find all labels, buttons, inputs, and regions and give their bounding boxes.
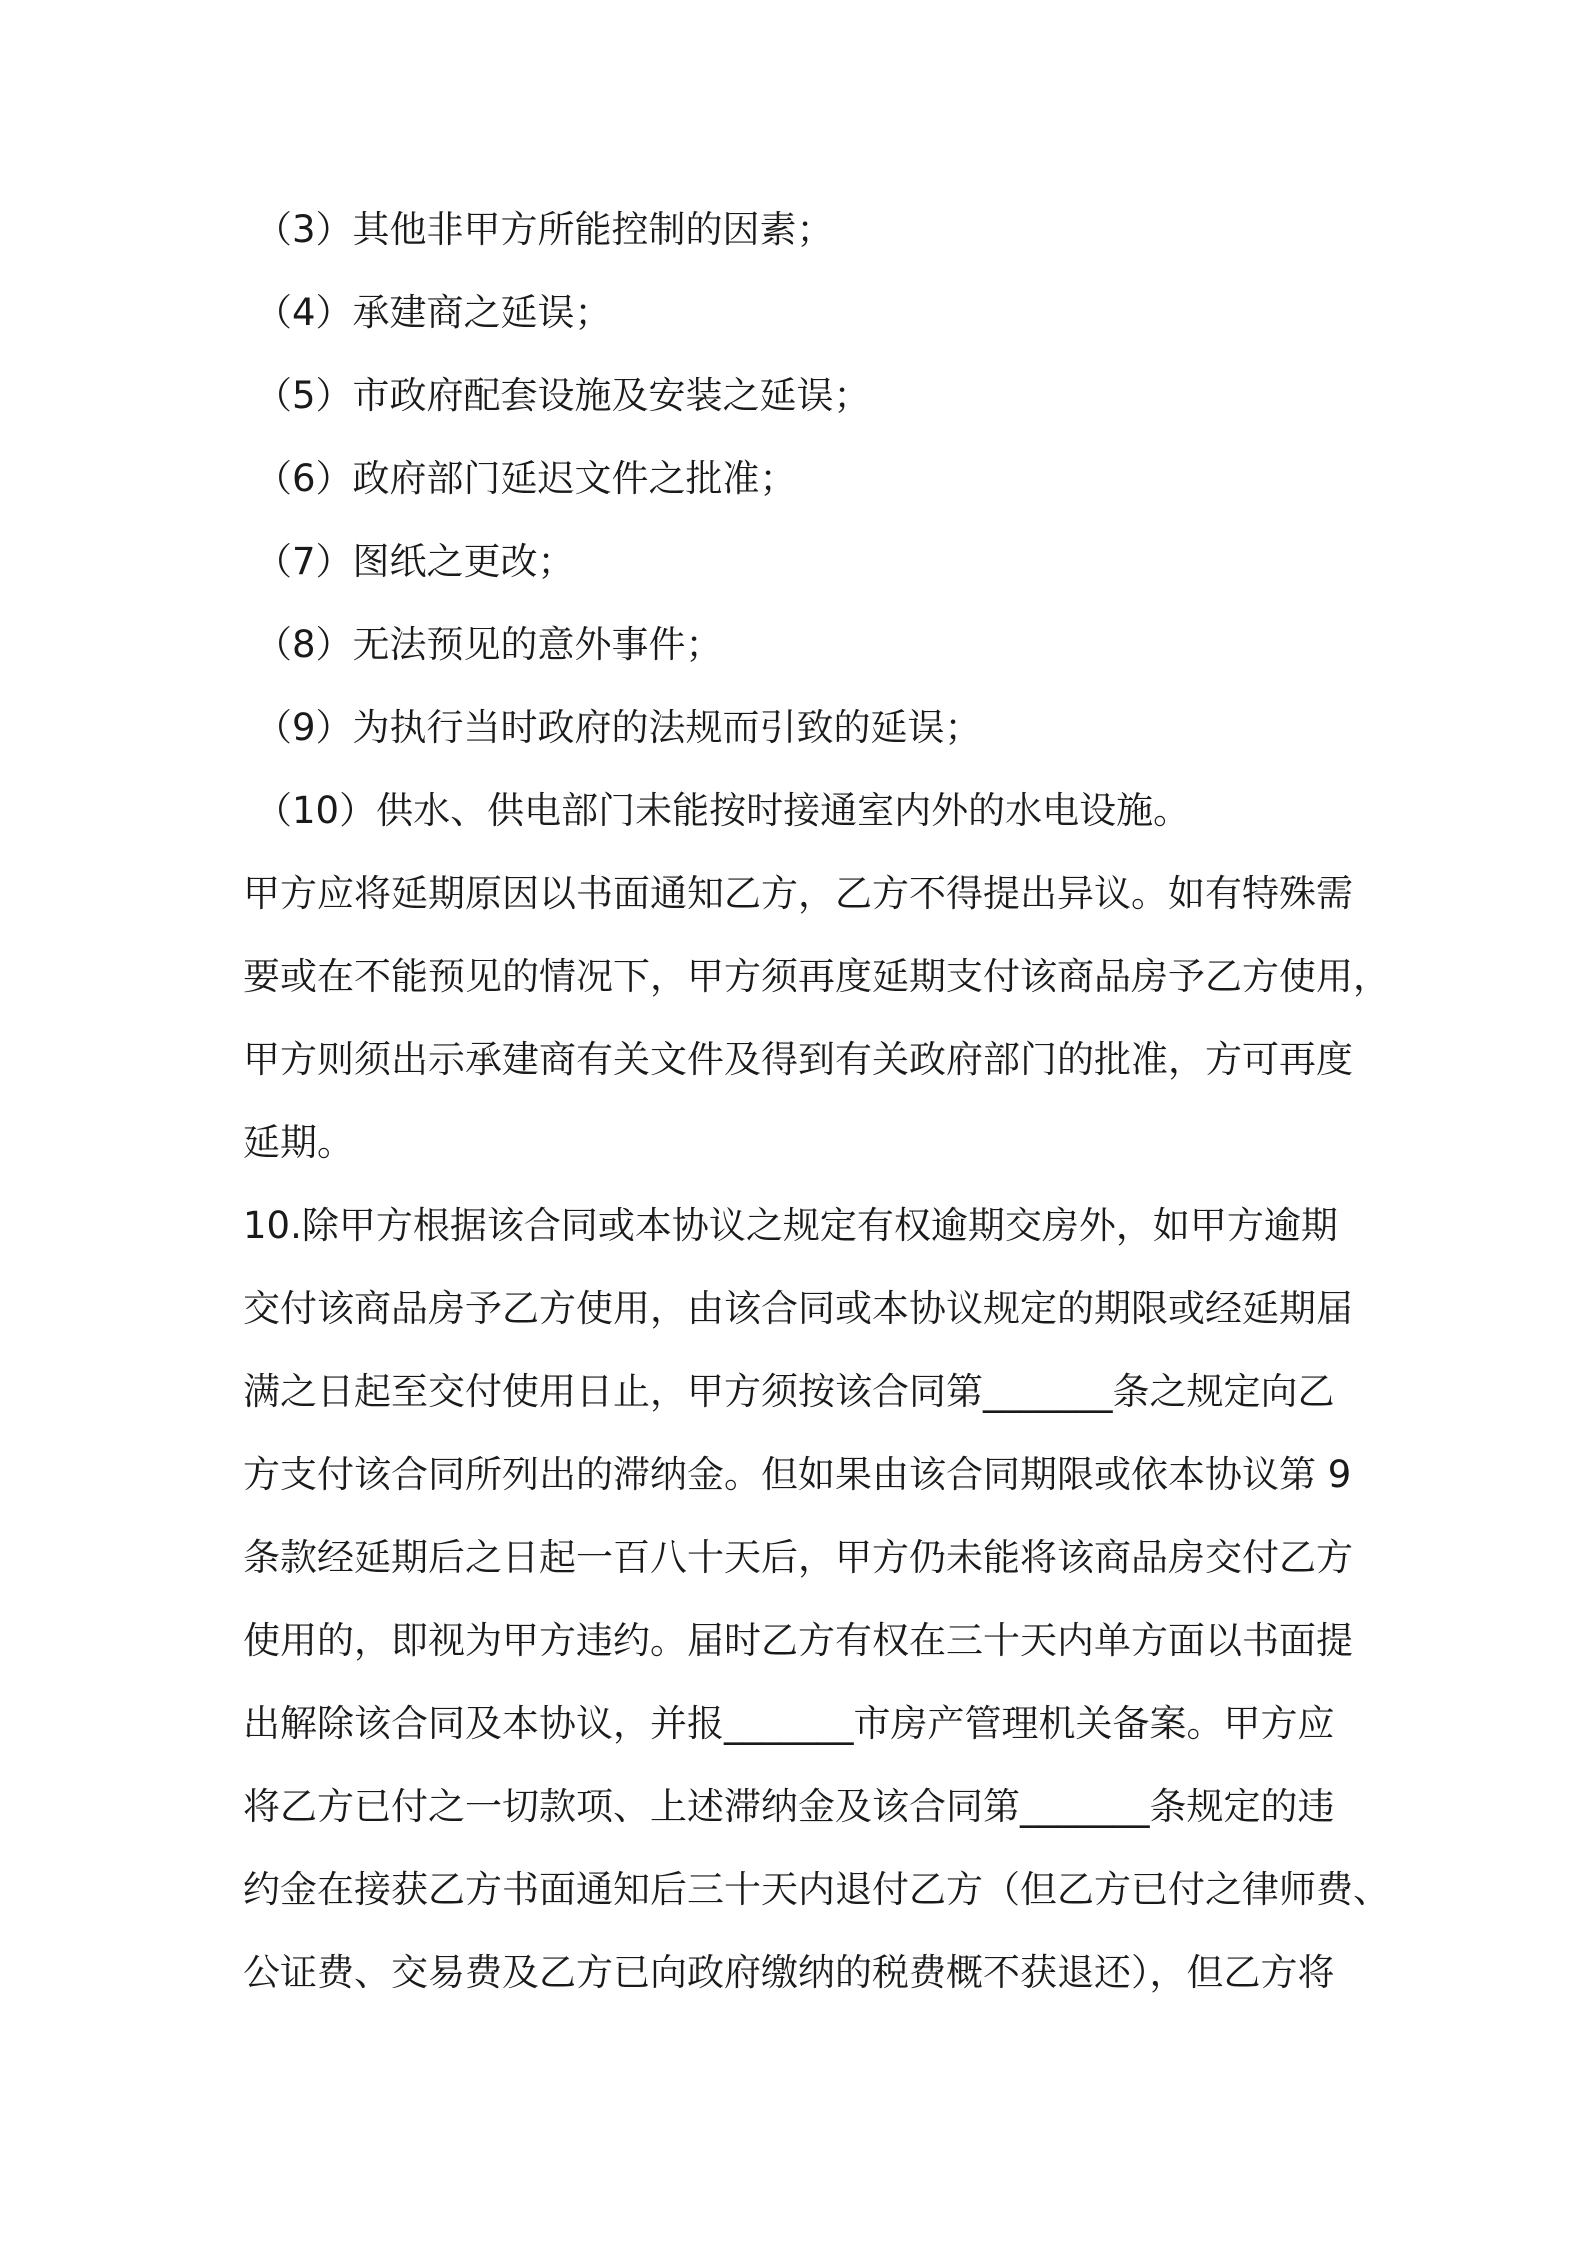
clause-10-line-10: 公证费、交易费及乙方已向政府缴纳的税费概不获退还），但乙方将 bbox=[243, 1951, 1335, 1994]
paragraph-delay-line-1: 甲方应将延期原因以书面通知乙方，乙方不得提出异议。如有特殊需 bbox=[243, 872, 1353, 915]
list-item-8: （8）无法预见的意外事件； bbox=[255, 623, 723, 666]
list-item-3: （3）其他非甲方所能控制的因素； bbox=[255, 208, 834, 251]
clause-10-line-9: 约金在接获乙方书面通知后三十天内退付乙方（但乙方已付之律师费、 bbox=[243, 1868, 1390, 1911]
list-item-10: （10）供水、供电部门未能按时接通室内外的水电设施。 bbox=[255, 789, 1191, 832]
clause-10-line-8: 将乙方已付之一切款项、上述滞纳金及该合同第_______条规定的违 bbox=[243, 1785, 1335, 1828]
clause-10-line-2: 交付该商品房予乙方使用，由该合同或本协议规定的期限或经延期届 bbox=[243, 1287, 1353, 1330]
clause-10-line-5: 条款经延期后之日起一百八十天后，甲方仍未能将该商品房交付乙方 bbox=[243, 1536, 1353, 1579]
paragraph-delay-line-2: 要或在不能预见的情况下，甲方须再度延期支付该商品房予乙方使用， bbox=[243, 955, 1390, 998]
list-item-5: （5）市政府配套设施及安装之延误； bbox=[255, 374, 871, 417]
clause-10-line-3: 满之日起至交付使用日止，甲方须按该合同第_______条之规定向乙 bbox=[243, 1370, 1335, 1413]
paragraph-delay-line-4: 延期。 bbox=[243, 1121, 354, 1164]
list-item-7: （7）图纸之更改； bbox=[255, 540, 575, 583]
list-item-6: （6）政府部门延迟文件之批准； bbox=[255, 457, 797, 500]
list-item-4: （4）承建商之延误； bbox=[255, 291, 612, 334]
clause-10-line-6: 使用的，即视为甲方违约。届时乙方有权在三十天内单方面以书面提 bbox=[243, 1619, 1353, 1662]
clause-10-line-1: 10.除甲方根据该合同或本协议之规定有权逾期交房外，如甲方逾期 bbox=[243, 1204, 1338, 1247]
list-item-9: （9）为执行当时政府的法规而引致的延误； bbox=[255, 706, 982, 749]
clause-10-line-4: 方支付该合同所列出的滞纳金。但如果由该合同期限或依本协议第 9 bbox=[243, 1453, 1352, 1496]
paragraph-delay-line-3: 甲方则须出示承建商有关文件及得到有关政府部门的批准，方可再度 bbox=[243, 1038, 1353, 1081]
clause-10-line-7: 出解除该合同及本协议，并报_______市房产管理机关备案。甲方应 bbox=[243, 1702, 1335, 1745]
